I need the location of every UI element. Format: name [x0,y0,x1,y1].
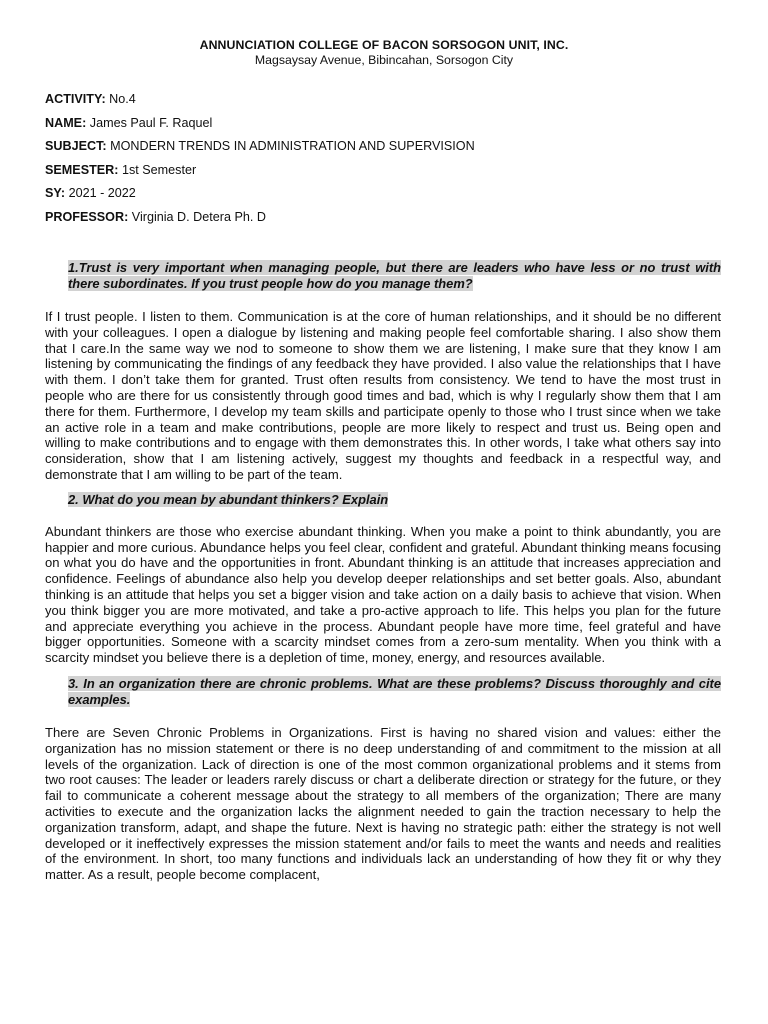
question-text: 3. In an organization there are chronic problems. What are these problems? Discuss thoroughly and cite examples. [68,675,721,707]
answer-3: There are Seven Chronic Problems in Organizations. First is having no shared vision and values: either the organization has no mission statement or there is no deep understanding of and commitment to the mission at all levels of the organization. Lack of direction is one of the most common organizational problems and it stems from two root causes: The leader or leaders rarely discuss or chart a deliberate direction or strategy for the future, or they fail to communicate a coherent message about the strategy to all members of the organization; There are many activities to execute and the organization lacks the alignment needed to gain the traction necessary to help the organization transform, adapt, and shape the future. Next is having no strategic path: either the strategy is not well developed or it ineffectively expresses the mission statement and/or fails to meet the wants and needs and realities of the environment. In short, too many functions and individuals lack an understanding of how they fit or why they matter. As a result, people become complacent, [45,724,721,883]
info-value: Virginia D. Detera Ph. D [131,209,266,224]
school-name: ANNUNCIATION COLLEGE OF BACON SORSOGON UNIT, INC. [199,38,569,52]
info-subject [45,139,475,163]
school-address: Magsaysay Avenue, Bibincahan, Sorsogon City [254,53,514,67]
info-activity [45,92,475,116]
question-2 [68,492,721,508]
info-label: SUBJECT: [45,139,107,153]
info-value: No.4 [109,92,136,106]
question-text: 1.Trust is very important when managing people, but there are leaders who have less or no trust with there subordinates. If you trust people how do you manage them? [68,260,721,291]
info-label: NAME: [45,115,87,130]
info-professor [45,210,475,234]
info-school-year [45,186,475,210]
document-body [45,260,721,883]
question-3 [68,676,721,708]
question-text: 2. What do you mean by abundant thinkers? Explain [68,491,389,507]
answer-2: Abundant thinkers are those who exercise abundant thinking. When you make a point to think abundantly, you are happier and more curious. Abundance helps you feel clear, confident and grateful. Abundant thinking means focusing on what you do have and the opportunities in front. Abundant thinking is an attitude that increases appreciation and confidence. Feelings of abundance also help you develop deeper relationships and set better goals. Also, abundant thinking is an attitude that helps you set a bigger vision and take action on a daily basis to achieve that vision. When you think bigger you are more motivated, and take a pro-active approach to life. This helps you plan for the future and appreciate everything you achieve in the process. Abundant people have more time, feel grateful and have bigger opportunities. Someone with a scarcity mindset comes from a zero-sum mentality. When you think with a scarcity mindset you believe there is a depletion of time, money, energy, and resources available. [45,523,721,666]
info-label: SEMESTER: [45,162,119,177]
info-value: 1st Semester [121,162,197,177]
student-info [45,92,475,233]
info-label: PROFESSOR: [45,209,129,224]
info-label: SY: [45,186,66,200]
document-header [0,38,768,68]
answer-1: If I trust people. I listen to them. Communication is at the core of human relationships, and it should be no different with your colleagues. I open a dialogue by listening and making people feel comfortable sharing. I also show them that I care.In the same way we nod to someone to show them we are listening, I make sure that they know I am listening by communicating the findings of any feedback they have provided. I also value the relationships that I have with them. I don’t take them for granted. Trust often results from consistency. We tend to have the most trust in people who are there for us consistently through good times and bad, which is why I regularly show them that I am there for them. Furthermore, I develop my team skills and participate openly to those who I trust since when we take an active role in a team and make contributions, people are more likely to respect and trust us. Being open and willing to make contributions and to engage with them demonstrates this. In other words, I take what others say into consideration, show that I am listening actively, suggest my thoughts and feedback in a respectful way, and demonstrate that I am willing to be part of the team. [45,309,721,482]
question-1 [68,260,721,292]
info-name [45,116,475,140]
info-semester [45,163,475,187]
info-value: 2021 - 2022 [68,186,136,200]
info-value: MONDERN TRENDS IN ADMINISTRATION AND SUPERVISION [110,139,475,153]
info-label: ACTIVITY: [45,92,106,106]
info-value: James Paul F. Raquel [89,115,213,130]
